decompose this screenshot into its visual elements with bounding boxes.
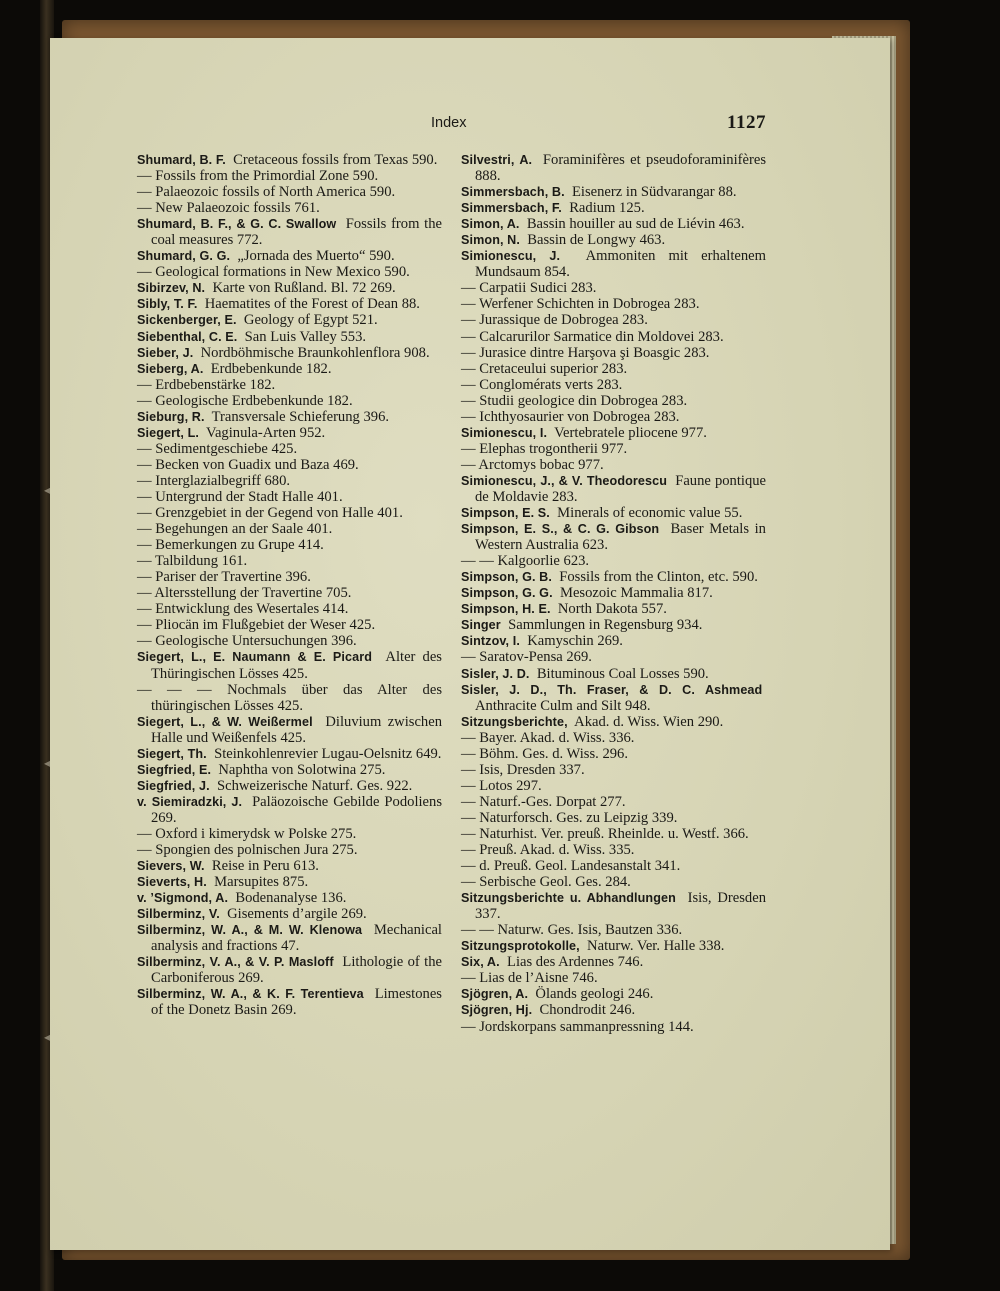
entry-text: — Jordskorpans sammanpressning 144. xyxy=(461,1018,694,1035)
index-entry xyxy=(137,746,442,762)
index-entry xyxy=(461,152,766,184)
entry-author: Six, A. xyxy=(461,955,500,970)
entry-text: — Grenzgebiet in der Gegend von Halle 401. xyxy=(137,505,403,522)
index-entry xyxy=(461,874,766,890)
index-entry xyxy=(137,794,442,826)
entry-text: — Werfener Schichten in Dobrogea 283. xyxy=(461,296,700,313)
index-entry xyxy=(461,184,766,200)
entry-text: — Pariser der Travertine 396. xyxy=(137,569,311,586)
entry-text: — Lotos 297. xyxy=(461,777,542,794)
index-entry xyxy=(137,842,442,858)
entry-text: — Isis, Dresden 337. xyxy=(461,761,585,778)
entry-text: North Dakota 557. xyxy=(557,601,667,618)
index-entry xyxy=(137,377,442,393)
entry-author: Silberminz, V. A., & V. P. Masloff xyxy=(137,955,334,970)
entry-text: — Naturf.-Ges. Dorpat 277. xyxy=(461,793,626,810)
entry-author: Siegert, L. xyxy=(137,425,199,440)
index-entry xyxy=(461,922,766,938)
index-entry xyxy=(461,649,766,665)
index-entry xyxy=(137,986,442,1018)
entry-text: — Altersstellung der Travertine 705. xyxy=(137,585,352,602)
entry-text: — Calcarurilor Sarmatice din Moldovei 283. xyxy=(461,328,724,345)
entry-author: Simionescu, J. xyxy=(461,249,561,264)
index-entry xyxy=(461,954,766,970)
index-entry xyxy=(137,826,442,842)
index-entry xyxy=(461,986,766,1002)
page-number: 1127 xyxy=(727,112,766,133)
entry-author: Sjögren, A. xyxy=(461,987,529,1002)
entry-author: Siegert, L., E. Naumann & E. Picard xyxy=(137,650,372,665)
index-entry xyxy=(137,184,442,200)
entry-author: Sibirzev, N. xyxy=(137,281,206,296)
entry-author: Sisler, J. D., Th. Fraser, & D. C. Ashmead xyxy=(461,682,763,697)
entry-text: — Geologische Untersuchungen 396. xyxy=(137,633,357,650)
index-entry xyxy=(461,312,766,328)
entry-text: — Begehungen an der Saale 401. xyxy=(137,521,333,538)
entry-text: — Fossils from the Primordial Zone 590. xyxy=(137,168,379,185)
entry-text: San Luis Valley 553. xyxy=(244,328,367,345)
index-entry xyxy=(137,585,442,601)
entry-author: Simpson, H. E. xyxy=(461,602,551,617)
entry-text: — Arctomys bobac 977. xyxy=(461,456,604,473)
entry-text: Faune pontique de Moldavie 283. xyxy=(475,472,767,505)
index-entry xyxy=(461,393,766,409)
entry-text: Ölands geologi 246. xyxy=(535,986,654,1003)
index-entry xyxy=(461,858,766,874)
index-entry xyxy=(461,248,766,280)
index-entry xyxy=(461,714,766,730)
entry-author: Sitzungsprotokolle, xyxy=(461,939,580,954)
index-entry xyxy=(461,200,766,216)
index-entry xyxy=(137,714,442,746)
index-entry xyxy=(461,425,766,441)
entry-text: Chondrodit 246. xyxy=(539,1002,636,1019)
entry-text: Akad. d. Wiss. Wien 290. xyxy=(574,713,724,730)
entry-text: — Elephas trogontherii 977. xyxy=(461,440,628,457)
entry-author: Simpson, E. S., & C. G. Gibson xyxy=(461,522,660,537)
index-entry xyxy=(461,232,766,248)
entry-text: — Cretaceului superior 283. xyxy=(461,360,628,377)
index-entry xyxy=(137,168,442,184)
entry-text: Paläozoische Gebilde Podoliens 269. xyxy=(151,793,443,826)
page-header xyxy=(0,112,1000,139)
entry-text: — New Palaeozoic fossils 761. xyxy=(137,200,320,217)
index-entry xyxy=(137,216,442,248)
binding-mark: ◂ xyxy=(44,756,51,770)
entry-text: — Conglomérats verts 283. xyxy=(461,376,623,393)
index-entry xyxy=(461,826,766,842)
entry-author: Simpson, G. G. xyxy=(461,586,553,601)
entry-text: — Naturhist. Ver. preuß. Rheinlde. u. Westf. 366. xyxy=(461,825,749,842)
index-entry xyxy=(137,425,442,441)
entry-author: Simmersbach, F. xyxy=(461,201,562,216)
index-entry xyxy=(461,280,766,296)
entry-text: — — — Nochmals über das Alter des thüringischen Lösses 425. xyxy=(137,681,442,714)
entry-text: Naturw. Ver. Halle 338. xyxy=(587,938,725,955)
entry-text: Eisenerz in Südvarangar 88. xyxy=(572,184,737,201)
index-entry xyxy=(137,441,442,457)
index-entry xyxy=(137,489,442,505)
index-entry xyxy=(461,730,766,746)
index-entry xyxy=(137,296,442,312)
index-entry xyxy=(461,682,766,714)
index-entry xyxy=(137,633,442,649)
index-entry xyxy=(137,906,442,922)
index-entry xyxy=(461,505,766,521)
entry-author: Shumard, B. F. xyxy=(137,153,226,167)
entry-text: Baser Metals in Western Australia 623. xyxy=(475,521,766,554)
entry-text: Bodenanalyse 136. xyxy=(235,890,347,907)
entry-author: Simpson, E. S. xyxy=(461,506,550,521)
entry-text: Steinkohlenrevier Lugau-Oelsnitz 649. xyxy=(214,745,442,762)
entry-text: — Carpatii Sudici 283. xyxy=(461,280,597,297)
entry-text: Schweizerische Naturf. Ges. 922. xyxy=(216,777,413,794)
index-entry xyxy=(137,922,442,954)
entry-text: Transversale Schieferung 396. xyxy=(211,408,390,425)
entry-author: Sibly, T. F. xyxy=(137,297,198,312)
entry-text: — Bayer. Akad. d. Wiss. 336. xyxy=(461,729,635,746)
entry-author: Simmersbach, B. xyxy=(461,185,565,200)
entry-author: Sjögren, Hj. xyxy=(461,1003,533,1018)
entry-text: Foraminifères et pseudoforaminifères 888. xyxy=(475,152,766,185)
entry-author: Siegert, L., & W. Weißermel xyxy=(137,714,313,729)
index-entry xyxy=(461,553,766,569)
entry-text: Geology of Egypt 521. xyxy=(243,312,378,329)
entry-author: Siegert, Th. xyxy=(137,746,207,761)
index-entry xyxy=(461,617,766,633)
entry-text: — Geologische Erdbebenkunde 182. xyxy=(137,392,353,409)
entry-text: — Studii geologice din Dobrogea 283. xyxy=(461,392,688,409)
index-entry xyxy=(461,457,766,473)
entry-text: — Jurasice dintre Harşova şi Boasgic 283. xyxy=(461,344,710,361)
entry-text: — — Naturw. Ges. Isis, Bautzen 336. xyxy=(461,922,683,939)
entry-text: — Bemerkungen zu Grupe 414. xyxy=(137,537,324,554)
entry-text: Gisements d’argile 269. xyxy=(227,906,367,923)
entry-author: Sieber, J. xyxy=(137,345,194,360)
entry-text: Diluvium zwischen Halle und Weißenfels 425. xyxy=(151,713,442,746)
entry-text: Fossils from the Clinton, etc. 590. xyxy=(559,569,758,586)
entry-author: Simon, A. xyxy=(461,217,520,232)
entry-author: Sickenberger, E. xyxy=(137,313,237,328)
index-entry xyxy=(137,248,442,264)
entry-text: Naphtha von Solotwina 275. xyxy=(218,761,386,778)
entry-author: Sieberg, A. xyxy=(137,361,204,376)
entry-author: Sitzungsberichte u. Abhandlungen xyxy=(461,891,676,906)
entry-text: Isis, Dresden 337. xyxy=(475,890,766,923)
entry-text: Marsupites 875. xyxy=(214,874,309,891)
entry-text: Anthracite Culm and Silt 948. xyxy=(475,697,651,714)
entry-author: Silvestri, A. xyxy=(461,153,533,167)
entry-author: Silberminz, W. A., & K. F. Terentieva xyxy=(137,987,364,1002)
index-entry xyxy=(137,312,442,328)
entry-text: Limestones of the Donetz Basin 269. xyxy=(151,986,442,1019)
entry-text: Bassin de Longwy 463. xyxy=(527,232,666,249)
index-entry xyxy=(137,200,442,216)
index-column-left xyxy=(137,152,442,1019)
entry-author: Shumard, B. F., & G. C. Swallow xyxy=(137,217,337,232)
index-entry xyxy=(137,762,442,778)
index-entry xyxy=(137,264,442,280)
entry-author: Simpson, G. B. xyxy=(461,570,552,585)
index-entry xyxy=(461,842,766,858)
entry-author: Silberminz, V. xyxy=(137,907,220,922)
entry-text: — Preuß. Akad. d. Wiss. 335. xyxy=(461,842,635,859)
entry-text: Lithologie of the Carboniferous 269. xyxy=(151,954,442,987)
index-entry xyxy=(461,762,766,778)
entry-author: Sieburg, R. xyxy=(137,409,205,424)
entry-author: Silberminz, W. A., & M. W. Klenowa xyxy=(137,923,363,938)
index-entry xyxy=(137,537,442,553)
index-entry xyxy=(461,216,766,232)
entry-text: Nordböhmische Braunkohlenflora 908. xyxy=(200,344,430,361)
index-entry xyxy=(137,682,442,714)
index-entry xyxy=(137,457,442,473)
entry-text: Bituminous Coal Losses 590. xyxy=(536,665,709,682)
entry-text: — Oxford i kimerydsk w Polske 275. xyxy=(137,825,357,842)
index-entry xyxy=(137,393,442,409)
index-entry xyxy=(461,409,766,425)
index-entry xyxy=(461,970,766,986)
index-entry xyxy=(137,874,442,890)
index-entry xyxy=(461,778,766,794)
entry-text: — Serbische Geol. Ges. 284. xyxy=(461,874,631,891)
index-entry xyxy=(137,329,442,345)
entry-text: Vertebratele pliocene 977. xyxy=(554,424,707,441)
index-entry xyxy=(461,473,766,505)
entry-text: Lias des Ardennes 746. xyxy=(507,954,644,971)
index-entry xyxy=(461,569,766,585)
index-entry xyxy=(461,521,766,553)
index-column-right xyxy=(461,152,766,1035)
entry-author: Siegfried, E. xyxy=(137,762,212,777)
index-entry xyxy=(461,585,766,601)
entry-author: Simon, N. xyxy=(461,233,520,248)
entry-text: — Ichthyosaurier von Dobrogea 283. xyxy=(461,408,680,425)
entry-text: Minerals of economic value 55. xyxy=(557,505,743,522)
entry-text: Erdbebenkunde 182. xyxy=(210,360,332,377)
index-entry xyxy=(461,746,766,762)
index-entry xyxy=(137,521,442,537)
entry-text: — Erdbebenstärke 182. xyxy=(137,376,276,393)
entry-text: Mechanical analysis and fractions 47. xyxy=(151,922,442,955)
entry-text: — Entwicklung des Wesertales 414. xyxy=(137,601,349,618)
entry-text: Kamyschin 269. xyxy=(527,633,623,650)
entry-text: Reise in Peru 613. xyxy=(211,858,319,875)
index-entry xyxy=(461,329,766,345)
entry-text: — — Kalgoorlie 623. xyxy=(461,553,590,570)
entry-text: Fossils from the coal measures 772. xyxy=(151,216,443,249)
entry-author: Siegfried, J. xyxy=(137,778,210,793)
entry-text: Mesozoic Mammalia 817. xyxy=(559,585,713,602)
entry-text: — Böhm. Ges. d. Wiss. 296. xyxy=(461,745,628,762)
entry-text: Haematites of the Forest of Dean 88. xyxy=(204,296,420,313)
entry-text: — Jurassique de Dobrogea 283. xyxy=(461,312,648,329)
index-entry xyxy=(137,345,442,361)
entry-author: v. ’Sigmond, A. xyxy=(137,891,229,906)
entry-author: Sieverts, H. xyxy=(137,875,207,890)
index-entry xyxy=(461,1002,766,1018)
index-entry xyxy=(461,361,766,377)
index-entry xyxy=(461,296,766,312)
entry-text: „Jornada des Muerto“ 590. xyxy=(237,248,395,265)
entry-text: Ammoniten mit erhaltenem Mundsaum 854. xyxy=(475,248,766,281)
index-entry xyxy=(137,954,442,986)
index-entry xyxy=(461,441,766,457)
index-entry xyxy=(461,633,766,649)
entry-text: — Palaeozoic fossils of North America 590. xyxy=(137,184,396,201)
entry-text: — Geological formations in New Mexico 590. xyxy=(137,264,410,281)
entry-author: Shumard, G. G. xyxy=(137,249,231,264)
entry-text: Alter des Thüringischen Lösses 425. xyxy=(151,649,442,682)
index-entry xyxy=(461,377,766,393)
index-entry xyxy=(137,473,442,489)
index-entry xyxy=(461,666,766,682)
entry-author: Sievers, W. xyxy=(137,859,205,874)
index-entry xyxy=(137,505,442,521)
index-entry xyxy=(461,890,766,922)
entry-author: v. Siemiradzki, J. xyxy=(137,794,243,809)
index-entry xyxy=(137,569,442,585)
entry-author: Sintzov, I. xyxy=(461,634,520,649)
entry-text: Vaginula-Arten 952. xyxy=(206,424,326,441)
entry-text: — Untergrund der Stadt Halle 401. xyxy=(137,488,343,505)
index-entry xyxy=(461,810,766,826)
entry-text: Cretaceous fossils from Texas 590. xyxy=(233,152,438,168)
entry-author: Sitzungsberichte, xyxy=(461,714,568,729)
entry-text: — Saratov-Pensa 269. xyxy=(461,649,592,666)
index-entry xyxy=(137,858,442,874)
index-entry xyxy=(137,890,442,906)
entry-author: Siebenthal, C. E. xyxy=(137,329,238,344)
index-entry xyxy=(137,361,442,377)
index-entry xyxy=(137,409,442,425)
index-entry xyxy=(137,617,442,633)
entry-text: — Interglazialbegriff 680. xyxy=(137,472,291,489)
index-entry xyxy=(461,345,766,361)
index-entry xyxy=(461,938,766,954)
entry-text: Bassin houiller au sud de Liévin 463. xyxy=(526,216,745,233)
entry-text: — d. Preuß. Geol. Landesanstalt 341. xyxy=(461,858,681,875)
index-entry xyxy=(137,280,442,296)
index-entry xyxy=(137,601,442,617)
entry-text: Sammlungen in Regensburg 934. xyxy=(508,617,703,634)
entry-text: Radium 125. xyxy=(569,200,645,217)
index-entry xyxy=(137,649,442,681)
entry-text: — Lias de l’Aisne 746. xyxy=(461,970,598,987)
entry-author: Singer xyxy=(461,618,501,633)
binding-mark: ◂ xyxy=(44,1030,51,1044)
index-entry xyxy=(137,553,442,569)
entry-author: Simionescu, I. xyxy=(461,425,548,440)
entry-text: Karte von Rußland. Bl. 72 269. xyxy=(212,280,396,297)
entry-text: — Becken von Guadix und Baza 469. xyxy=(137,456,359,473)
entry-text: — Talbildung 161. xyxy=(137,553,248,570)
index-entry xyxy=(461,794,766,810)
index-entry xyxy=(137,152,442,168)
entry-text: — Spongien des polnischen Jura 275. xyxy=(137,842,358,859)
running-title: Index xyxy=(431,115,467,131)
index-entry xyxy=(461,1019,766,1035)
entry-text: — Pliocän im Flußgebiet der Weser 425. xyxy=(137,617,376,634)
entry-text: — Sedimentgeschiebe 425. xyxy=(137,440,298,457)
entry-text: — Naturforsch. Ges. zu Leipzig 339. xyxy=(461,809,678,826)
binding-mark: ◂ xyxy=(44,483,51,497)
entry-author: Simionescu, J., & V. Theodorescu xyxy=(461,473,668,488)
index-entry xyxy=(461,601,766,617)
index-entry xyxy=(137,778,442,794)
entry-author: Sisler, J. D. xyxy=(461,666,530,681)
